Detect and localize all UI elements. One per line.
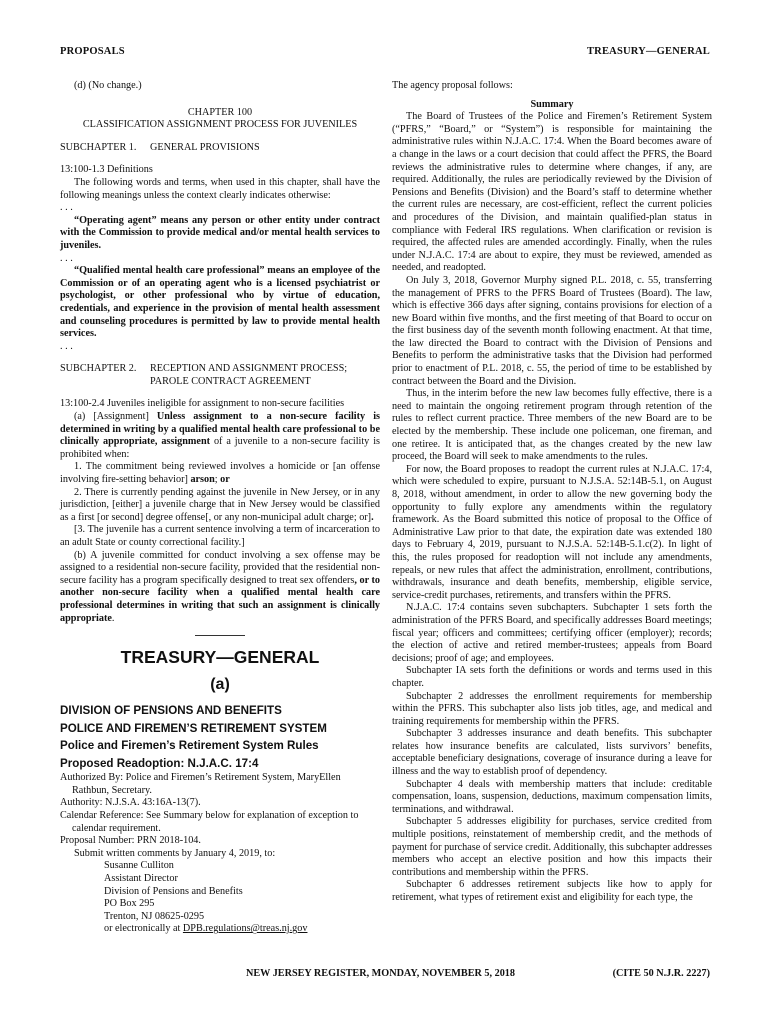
definition-operating-agent: “Operating agent” means any person or other entity under contract with the Commission to provide medical and/or mental health services to juveniles. <box>60 214 380 251</box>
ellipsis: . . . <box>60 340 73 352</box>
item-1-or: or <box>220 474 230 486</box>
running-header-right: TREASURY—GENERAL <box>586 46 710 57</box>
summary-paragraph: For now, the Board proposes to readopt the current rules at N.J.A.C. 17:4, which were scheduled to expire, pursuant to N.J.S.A. 52:14B-5.1, on August 8, 2018, without amendment, in order to allow the new governing body the opportunity to fully explore any amendments within the regulatory framework. As the Board submitted this notice of proposal to the Office of Administrative Law prior to that date, the expiration date was extended 180 days to February 4, 2019, pursuant to N.J.S.A. 52:14B-5.1.c(2). In light of this, the rules proposed for readoption will not include any amendments, repeals, or new rules that affect the administration, enrollment, contributions, withdrawals, insurance and death benefits, membership, eligible service, service-credit purchases, retirements, and transfers within the PFRS. <box>392 463 712 601</box>
ellipsis: . . . <box>60 202 73 214</box>
address-line: Assistant Director <box>104 872 178 884</box>
item-2-period: . <box>371 511 374 523</box>
authority: Authority: N.J.S.A. 43:16A-13(7). <box>60 797 201 809</box>
submit-comments: Submit written comments by January 4, 2019, to: <box>74 847 276 859</box>
footer-register-date: NEW JERSEY REGISTER, MONDAY, NOVEMBER 5, 2018 <box>246 968 515 979</box>
summary-paragraph: On July 3, 2018, Governor Murphy signed P.L. 2018, c. 55, transferring the management of PFRS to the PFRS Board of Trustees (Board). The law, which is effective 366 days after signing, contains provisions for election of a new Board within five months, and the first meeting of that Board to occur on the first business day of the seventh month following enactment. At that time, the law directed the Board to contract with the Division of Pensions and Benefits to perform the administrative tasks that the Division had performed prior to enactment of P.L. 2018, c. 55, the period of time to be established by contract between the Board and the Division. <box>392 274 712 387</box>
mailing-address <box>60 860 380 936</box>
subchapter-1-heading <box>60 142 380 155</box>
summary-paragraph: Subchapter 6 addresses retirement subjects like how to apply for retirement, what types of retirement exist and eligibility for each type, the <box>392 879 712 903</box>
readoption-title: Proposed Readoption: N.J.A.C. 17:4 <box>60 756 259 770</box>
summary-paragraph: Subchapter IA sets forth the definitions or words and terms used in this chapter. <box>392 665 712 689</box>
section-definitions-heading: 13:100-1.3 Definitions <box>60 164 153 176</box>
subchapter-2-title: RECEPTION AND ASSIGNMENT PROCESS; PAROLE CONTRACT AGREEMENT <box>150 363 348 387</box>
summary-paragraph: Subchapter 2 addresses the enrollment requirements for membership within the PFRS. This subchapter also lists job titles, age, and medical and training requirements for membership within the PFRS. <box>392 690 712 727</box>
paragraph-a-start: (a) [Assignment] <box>74 411 157 423</box>
definitions-intro: The following words and terms, when used in this chapter, shall have the following meanings unless the context clearly indicates otherwise: <box>60 176 380 201</box>
chapter-title: CLASSIFICATION ASSIGNMENT PROCESS FOR JUVENILES <box>82 119 358 131</box>
item-2 <box>60 487 380 525</box>
address-line: Division of Pensions and Benefits <box>104 885 243 897</box>
paragraph-a-bold: Unless assignment to a non-secure facility is determined in writing by a qualified mental health care professional to be clinically appropriate, assignment <box>60 411 380 448</box>
paragraph-b-start: (b) A juvenile committed for conduct involving a sex offense may be assigned to a residential non-secure facility, provided that the residential non-secure facility has a program specifically designed to treat sex offenders <box>60 549 380 586</box>
item-1-sep: ; <box>214 474 221 486</box>
summary-heading: Summary <box>530 98 574 110</box>
paragraph-b <box>60 550 380 626</box>
section-title: TREASURY—GENERAL <box>120 647 320 668</box>
chapter-number: CHAPTER 100 <box>187 106 253 118</box>
email-prefix: or electronically at <box>104 923 183 935</box>
address-line: PO Box 295 <box>104 898 155 910</box>
division-line-1: DIVISION OF PENSIONS AND BENEFITS <box>60 704 282 718</box>
summary-paragraph: Subchapter 4 deals with membership matters that include: creditable compensation, loans, suspension, deductions, maximum compensation limits, terminations, and withdrawal. <box>392 778 712 815</box>
agency-intro: The agency proposal follows: <box>392 80 513 91</box>
left-column <box>60 80 380 936</box>
right-column <box>392 80 712 905</box>
summary-paragraph: The Board of Trustees of the Police and Firemen’s Retirement System (“PFRS,” “Board,” or “System”) is responsible for maintaining the administrative rules within N.J.A.C. 17:4. When the Board becomes aware of a change in the laws or a court decision that could affect the PFRS, the Board reviews the administrative rules to determine where changes, if any, are required. Additionally, the rules are periodically reviewed by the Division of Pensions and Benefits (Division) and the Board’s staff to determine whether the current rules are necessary, are cost-efficient, reflect the current policies and procedures of the Division, and maintain qualified-plan status in compliance with Federal IRS regulations. When clarification or revision is required, the affected rules are amended accordingly. Finally, when the rules under N.J.A.C. 17:4 are about to expire, they must be reviewed, amended as needed, and readopted. <box>392 111 712 274</box>
proposal-number: Proposal Number: PRN 2018-104. <box>60 835 201 847</box>
paragraph-b-end: . <box>111 612 115 624</box>
section-ineligible-heading: 13:100-2.4 Juveniles ineligible for assignment to non-secure facilities <box>60 398 345 410</box>
section-letter: (a) <box>210 676 230 694</box>
calendar-reference: Calendar Reference: See Summary below for explanation of exception to calendar requirement. <box>60 809 359 834</box>
item-1-bold: arson <box>190 474 215 486</box>
division-line-2: POLICE AND FIREMEN’S RETIREMENT SYSTEM <box>60 721 327 735</box>
email-line <box>104 923 380 936</box>
summary-paragraph: Subchapter 5 addresses eligibility for purchases, service credited from multiple positions, reinstatement of membership credit, and the methods of payment for purchase of service credit. Additionally, this subchapter addresses members who accept an elective position and how this impacts their contributions and membership within the PFRS. <box>392 816 712 878</box>
rule-title: Police and Firemen’s Retirement System Rules <box>60 739 319 753</box>
no-change-line: (d) (No change.) <box>74 80 142 91</box>
authorized-by: Authorized By: Police and Firemen’s Retirement System, MaryEllen Rathbun, Secretary. <box>60 772 341 796</box>
subchapter-1-title: GENERAL PROVISIONS <box>150 141 260 153</box>
summary-paragraph: N.J.A.C. 17:4 contains seven subchapters. Subchapter 1 sets forth the administration of the PFRS Board, and specifically addresses Board meetings; fiscal year; officers and committees; certifying officer (employer); records; the election of active and retired member-trustees; appeals from Board decisions; proof of age; and employees. <box>392 602 712 664</box>
item-1-text: 1. The commitment being reviewed involves a homicide or [an offense involving fire-setting behavior] <box>60 461 380 486</box>
subchapter-2-label: SUBCHAPTER 2. <box>60 363 137 375</box>
summary-paragraph: Thus, in the interim before the new law becomes fully effective, there is a need to maintain the ongoing retirement program through retention of the rules to reflect current practice. Three members of the new Board are to be elected by the membership. These include one policeman, one fireman, and one retiree. It is anticipated that, as the changes created by the new law proceed, the Board will seek to make amendments to the rules. <box>392 388 712 463</box>
address-line: Susanne Culliton <box>104 860 174 872</box>
item-1 <box>60 461 380 486</box>
item-2-text: 2. There is currently pending against the juvenile in New Jersey, or in any jurisdiction, [either] a juvenile charge that in New Jersey would be classified as a first [or second] degree offense[, or any non-municipal adult charge; or] <box>60 486 380 523</box>
paragraph-a-end: of a juvenile to a non-secure facility is prohibited when: <box>60 436 380 460</box>
paragraph-b-bold: , or to another non-secure facility when a qualified mental health care professional determines in writing that such an assignment is clinically appropriate <box>60 574 381 624</box>
email-link[interactable]: DPB.regulations@treas.nj.gov <box>182 923 308 935</box>
subchapter-1-label: SUBCHAPTER 1. <box>60 141 137 153</box>
item-3: [3. The juvenile has a current sentence involving a term of incarceration to an adult State or county correctional facility.] <box>60 524 380 548</box>
running-header-left: PROPOSALS <box>60 46 125 57</box>
address-line: Trenton, NJ 08625-0295 <box>104 910 205 922</box>
subchapter-2-heading <box>60 363 380 388</box>
summary-paragraph: Subchapter 3 addresses insurance and death benefits. This subchapter relates how insurance benefits are calculated, lists survivors’ benefits, acceptable beneficiary designations, coverage of insurance during a leave for illness and the way to establish proof of dependency. <box>392 728 712 778</box>
footer-citation: (CITE 50 N.J.R. 2227) <box>612 968 710 979</box>
ellipsis: . . . <box>60 252 73 264</box>
paragraph-a <box>60 411 380 461</box>
definition-qualified-professional: “Qualified mental health care professional” means an employee of the Commission or of an operating agent who is a licensed psychiatrist or psychologist, or other professional who by virtue of education, credentials, and experience in the provision of mental health assessment and counseling procedures is permitted by law to provide mental health services. <box>60 265 380 340</box>
